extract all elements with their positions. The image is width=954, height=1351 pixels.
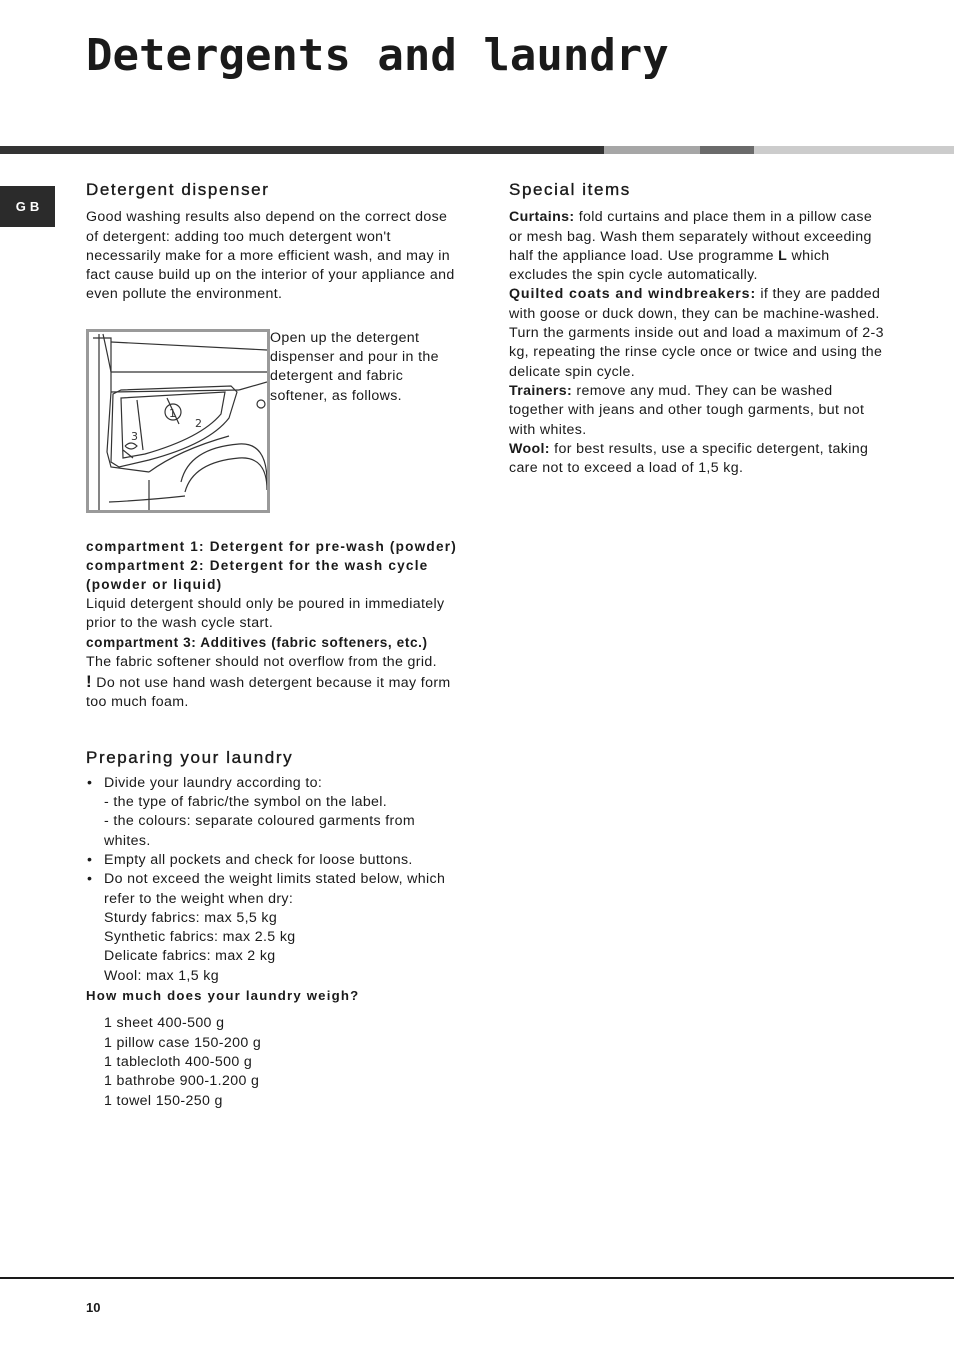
limit-synthetic: Synthetic fabrics: max 2.5 kg	[104, 929, 296, 946]
list-item	[86, 870, 464, 986]
quilted-label: Quilted coats and windbreakers:	[509, 286, 757, 303]
page-number: 10	[86, 1300, 101, 1315]
compartment-3-note: The fabric softener should not overflow from the grid.	[86, 653, 437, 670]
header-rule-dark	[0, 146, 604, 154]
weight-item: 1 sheet 400-500 g	[104, 1015, 225, 1032]
limit-wool: Wool: max 1,5 kg	[104, 967, 219, 984]
bullet-weight-limits: Do not exceed the weight limits stated below, which refer to the weight when dry:	[104, 871, 446, 907]
weight-item: 1 tablecloth 400-500 g	[104, 1053, 253, 1070]
warning-text: Do not use hand wash detergent because it may form too much foam.	[86, 674, 451, 711]
weight-item: 1 bathrobe 900-1.200 g	[104, 1073, 260, 1090]
preparing-list	[86, 774, 464, 986]
warning-icon: !	[86, 671, 93, 691]
special-items-heading: Special items	[509, 180, 631, 199]
footer-rule	[0, 1277, 954, 1279]
preparing-laundry-heading: Preparing your laundry	[86, 748, 294, 768]
detergent-dispenser-illustration	[86, 329, 270, 513]
compartment-1: compartment 1: Detergent for pre-wash (powder)	[86, 538, 457, 554]
trainers-paragraph	[509, 382, 884, 440]
curtains-text: fold curtains and place them in a pillow case or mesh bag. Wash them separately without exceeding half the appliance load. Use programme	[509, 209, 873, 264]
compartments	[86, 537, 464, 713]
compartment-3: compartment 3: Additives (fabric softeners, etc.)	[86, 635, 428, 651]
curtains-paragraph	[509, 208, 884, 285]
figure-label-3: 3	[131, 429, 139, 443]
header-rule-accent	[700, 146, 754, 154]
weight-item: 1 pillow case 150-200 g	[104, 1034, 262, 1051]
curtains-text-2: which excludes the spin cycle automatically.	[509, 247, 830, 284]
bullet-pockets: Empty all pockets and check for loose buttons.	[104, 851, 413, 868]
dispenser-figure-caption: Open up the detergent dispenser and pour in the detergent and fabric softener, as follows.	[270, 329, 439, 404]
wool-label: Wool:	[509, 440, 550, 457]
header-rule-mid	[604, 146, 700, 154]
curtains-label: Curtains:	[509, 209, 575, 226]
quilted-paragraph	[509, 285, 884, 381]
dispenser-figure-row	[86, 329, 464, 513]
sub-item-colours: - the colours: separate coloured garments from whites.	[104, 813, 416, 849]
language-tab: GB	[0, 186, 55, 227]
weights-list	[86, 1014, 464, 1110]
detergent-dispenser-heading: Detergent dispenser	[86, 180, 270, 199]
hand-wash-warning	[86, 672, 464, 713]
quilted-text: if they are padded with goose or duck down, they can be machine-washed. Turn the garments inside out and load a maximum of 2-3 kg, repeating the rinse cycle once or twice and using the delicate spin cycle.	[509, 286, 884, 380]
page-title: Detergents and laundry	[86, 30, 669, 81]
figure-label-1: 1	[169, 406, 177, 420]
limit-sturdy: Sturdy fabrics: max 5,5 kg	[104, 909, 278, 926]
weight-item: 1 towel 150-250 g	[104, 1092, 223, 1109]
how-much-heading: How much does your laundry weigh?	[86, 988, 360, 1004]
bullet-divide: Divide your laundry according to:	[104, 774, 323, 791]
list-item	[86, 774, 464, 851]
left-column	[86, 180, 464, 1111]
trainers-label: Trainers:	[509, 382, 573, 399]
list-item	[86, 851, 464, 870]
right-column	[509, 180, 884, 478]
trainers-text: remove any mud. They can be washed together with jeans and other tough garments, but not with whites.	[509, 382, 865, 438]
limit-delicate: Delicate fabrics: max 2 kg	[104, 948, 276, 965]
sub-item-fabric: - the type of fabric/the symbol on the label.	[104, 794, 388, 811]
dispenser-intro: Good washing results also depend on the correct dose of detergent: adding too much detergent won't necessarily make for a more efficient wash, and may in fact cause build up on the interior of your appliance and even pollute the environment.	[86, 209, 455, 303]
compartment-2-note: Liquid detergent should only be poured in immediately prior to the wash cycle start.	[86, 595, 445, 631]
figure-label-2: 2	[195, 416, 203, 430]
wool-text: for best results, use a specific detergent, taking care not to exceed a load of 1,5 kg.	[509, 440, 869, 477]
compartment-2: compartment 2: Detergent for the wash cycle (powder or liquid)	[86, 558, 429, 593]
wool-paragraph	[509, 440, 884, 479]
header-rule-light	[754, 146, 954, 154]
programme-l: L	[778, 247, 788, 264]
